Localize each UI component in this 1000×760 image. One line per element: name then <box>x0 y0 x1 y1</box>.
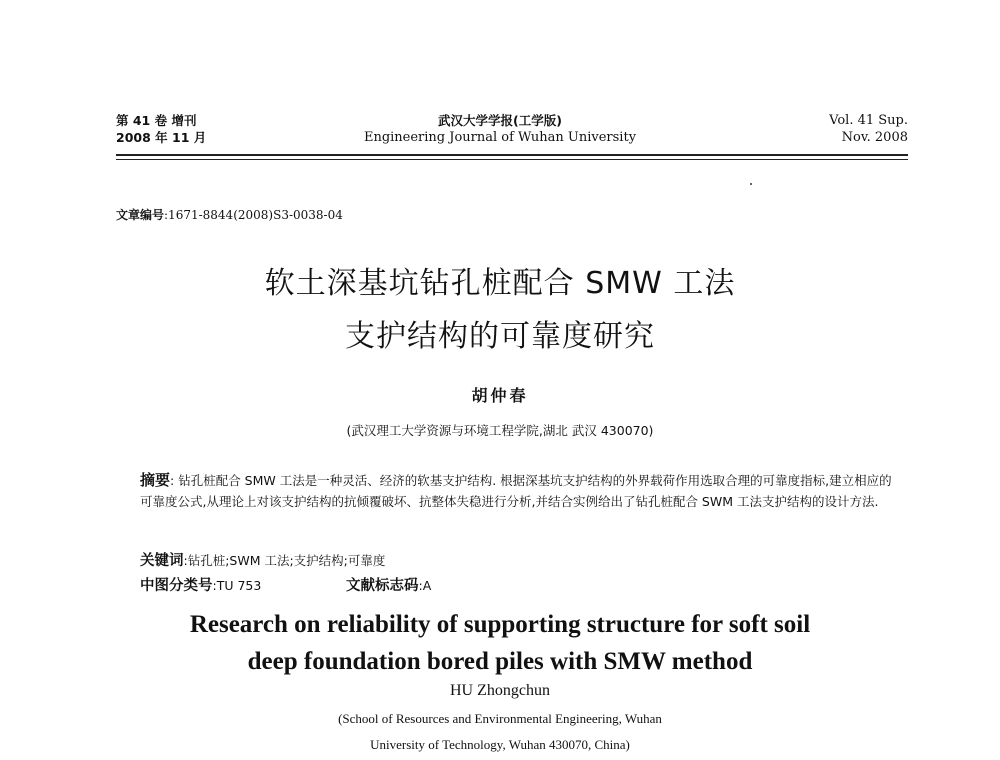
document-code-text: :A <box>418 578 432 593</box>
classification-text: :TU 753 <box>212 578 262 593</box>
title-en-line2: deep foundation bored piles with SMW method <box>247 648 753 675</box>
volume-issue: 第 41 卷 增刊 <box>116 113 197 128</box>
journal-volume-en <box>829 112 908 146</box>
header-rule-thick <box>116 154 908 156</box>
classification-number <box>140 574 261 595</box>
abstract-zh <box>140 470 900 512</box>
publication-date-en: Nov. 2008 <box>841 130 908 145</box>
journal-name-en: Engineering Journal of Wuhan University <box>363 130 637 145</box>
title-zh-line2: 支护结构的可靠度研究 <box>345 319 655 354</box>
publication-date-zh: 2008 年 11 月 <box>116 130 207 145</box>
affiliation-en-line2: University of Technology, Wuhan 430070, China) <box>370 737 630 752</box>
article-number-value: :1671-8844(2008)S3-0038-04 <box>164 208 343 222</box>
affiliation-en-line1: (School of Resources and Environmental Engineering, Wuhan <box>338 711 662 726</box>
keywords-text: :钻孔桩;SWM 工法;支护结构;可靠度 <box>183 553 386 568</box>
document-code-label: 文献标志码 <box>346 578 419 594</box>
abstract-text: : 钻孔桩配合 SMW 工法是一种灵活、经济的软基支护结构. 根据深基坑支护结构的外界载荷作用选取合理的可靠度指标,建立相应的可靠度公式,从理论上对该支护结构的抗倾覆破坏、抗整体失稳进行分析,并结合实例给出了钻孔桩配合 SWM 工法支护结构的设计方法. <box>140 473 892 509</box>
classification-label: 中图分类号 <box>140 578 213 594</box>
document-code <box>346 574 431 595</box>
journal-name-zh: 武汉大学学报(工学版) <box>438 113 562 128</box>
article-number-label: 文章编号 <box>116 208 165 222</box>
author-en: HU Zhongchun <box>450 682 550 699</box>
author-zh: 胡仲春 <box>471 386 529 405</box>
affiliation-zh: (武汉理工大学资源与环境工程学院,湖北 武汉 430070) <box>346 423 654 438</box>
article-number <box>116 206 343 223</box>
scan-speck <box>750 183 752 185</box>
keywords-zh <box>140 549 385 570</box>
title-zh-line1: 软土深基坑钻孔桩配合 SMW 工法 <box>264 266 736 301</box>
volume-en: Vol. 41 Sup. <box>829 113 908 128</box>
keywords-label: 关键词 <box>140 553 184 569</box>
title-en-line1: Research on reliability of supporting structure for soft soil <box>189 611 811 638</box>
abstract-label: 摘要 <box>140 471 171 489</box>
header-rule-thin <box>116 159 908 160</box>
